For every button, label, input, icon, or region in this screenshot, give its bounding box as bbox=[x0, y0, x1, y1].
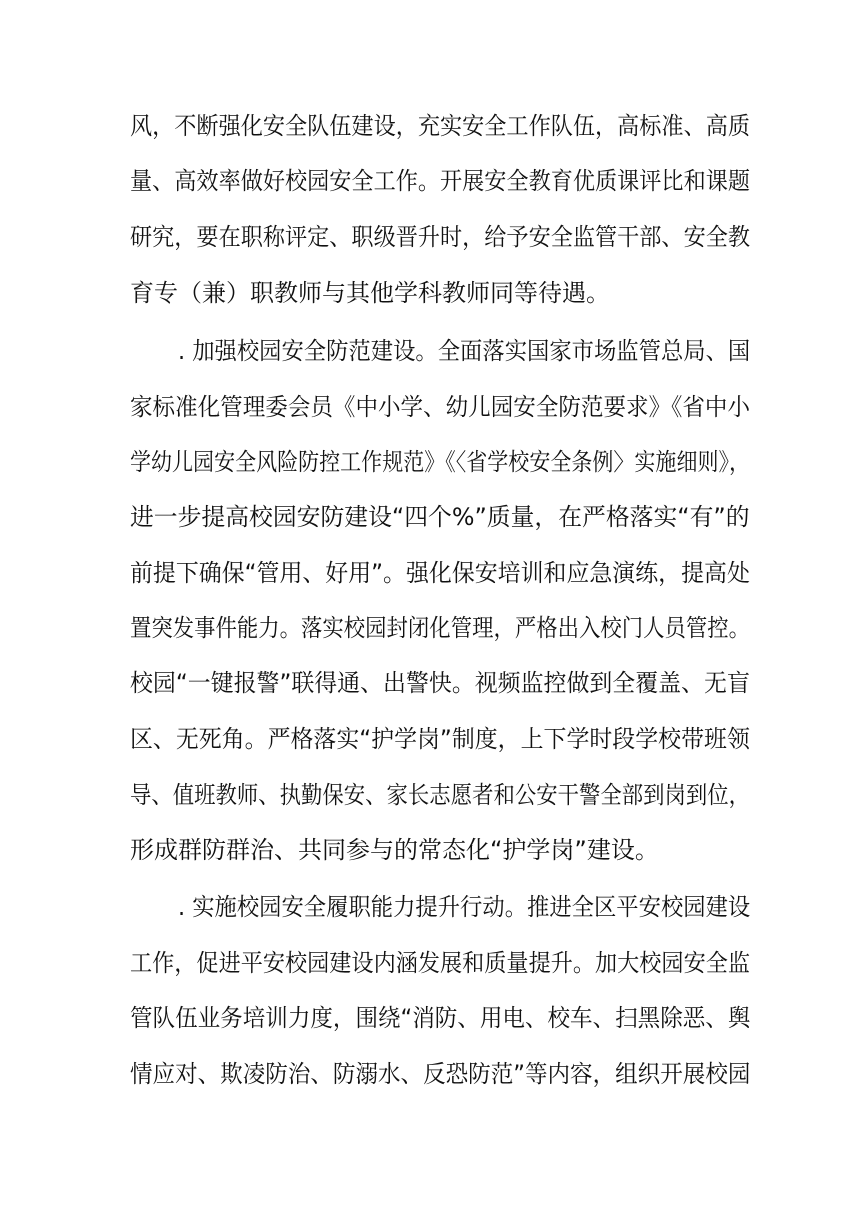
text-line: 进一步提高校园安防建设“四个%”质量，在严格落实“有”的 bbox=[130, 503, 750, 531]
text-line: 置突发事件能力。落实校园封闭化管理，严格出入校门人员管控。 bbox=[130, 614, 750, 642]
text-line: 校园“一键报警”联得通、出警快。视频监控做到全覆盖、无盲 bbox=[130, 669, 750, 697]
text-line: 工作，促进平安校园建设内涵发展和质量提升。加大校园安全监 bbox=[130, 949, 750, 977]
text-line: 前提下确保“管用、好用”。强化保安培训和应急演练，提高处 bbox=[130, 559, 750, 587]
paragraph-start-line: . 加强校园安全防范建设。全面落实国家市场监管总局、国 bbox=[178, 337, 751, 365]
text-line: 风，不断强化安全队伍建设，充实安全工作队伍，高标准、高质 bbox=[130, 112, 750, 140]
text-line: 研究，要在职称评定、职级晋升时，给予安全监管干部、安全教 bbox=[130, 223, 750, 251]
text-line: 形成群防群治、共同参与的常态化“护学岗”建设。 bbox=[130, 836, 659, 864]
text-line: 情应对、欺凌防治、防溺水、反恐防范”等内容，组织开展校园 bbox=[130, 1060, 751, 1088]
paragraph-start-line: . 实施校园安全履职能力提升行动。推进全区平安校园建设 bbox=[178, 893, 751, 921]
text-line: 量、高效率做好校园安全工作。开展安全教育优质课评比和课题 bbox=[130, 167, 750, 195]
text-line: 育专（兼）职教师与其他学科教师同等待遇。 bbox=[130, 279, 610, 307]
text-line: 家标准化管理委会员《中小学、幼儿园安全防范要求》《省中小 bbox=[130, 393, 750, 421]
text-line: 管队伍业务培训力度，围绕“消防、用电、校车、扫黑除恶、舆 bbox=[130, 1004, 751, 1032]
text-line: 区、无死角。严格落实“护学岗”制度，上下学时段学校带班领 bbox=[130, 725, 750, 753]
text-line: 导、值班教师、执勤保安、家长志愿者和公安干警全部到岗到位， bbox=[130, 781, 750, 809]
text-line: 学幼儿园安全风险防控工作规范》《〈省学校安全条例〉实施细则》， bbox=[130, 448, 750, 476]
